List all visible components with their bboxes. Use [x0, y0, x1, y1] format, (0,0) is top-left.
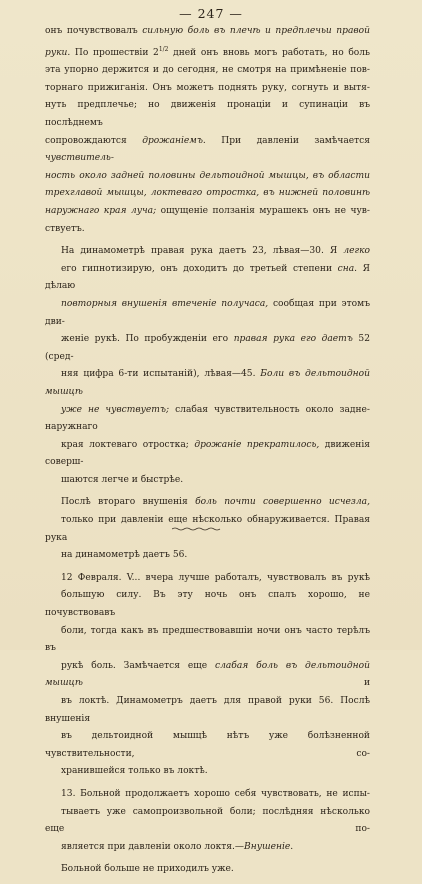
text-line [45, 133, 370, 168]
text-run: По прошествіи 2 [70, 47, 159, 58]
italic-run: дрожаніемъ. [142, 135, 206, 146]
text-line [45, 203, 370, 221]
text-line [45, 839, 370, 857]
text-run: 1/2 [158, 45, 169, 53]
text-line [45, 97, 370, 132]
text-run: 12 Февраля. V... вчера лучше работалъ, чувствовалъ въ рукѣ [61, 572, 370, 583]
text-run: На динамометрѣ правая рука даетъ 23, лѣвая—30. Я [61, 246, 344, 257]
text-line [45, 658, 370, 693]
text-run: края локтеваго отростка; [61, 439, 195, 450]
text-line [45, 331, 370, 366]
text-run: его гипнотизирую, онъ доходитъ до третьей степени [61, 263, 338, 274]
text-run: Я дѣлаю [45, 263, 370, 292]
text-line [45, 185, 370, 203]
italic-run: уже не чувствуетъ; [61, 404, 170, 415]
text-run: Больной больше не приходилъ уже. [61, 864, 234, 875]
paragraph [45, 786, 370, 856]
text-line [45, 547, 370, 565]
text-run: въ локтѣ. Динамометръ даетъ для правой руки 56. Послѣ внушенія [45, 696, 370, 724]
text-run: торнаго прижиганія. Онъ можетъ поднять руку, согнуть и вытя- [45, 82, 370, 93]
text-line [45, 623, 370, 658]
italic-run: слабая боль въ дельтоидной мышцѣ [45, 660, 370, 689]
text-run: женіе рукѣ. По пробужденіи его [61, 334, 234, 345]
italic-run: руки. [45, 47, 71, 58]
italic-run: чувствитель- [45, 153, 114, 164]
text-run: тываетъ уже самопроизвольной боли; послѣдняя нѣсколько еще по- [45, 806, 370, 835]
text-run: Послѣ втораго внушенія [61, 497, 196, 508]
text-line [45, 221, 370, 239]
text-run: шаются легче и быстрѣе. [61, 474, 184, 485]
text-line [45, 41, 370, 63]
text-run: большую силу. Въ эту ночь онъ спалъ хорошо, не почувствовавъ [45, 590, 370, 619]
text-line [45, 62, 370, 80]
body-text [45, 23, 370, 884]
text-line [45, 786, 370, 804]
italic-run: наружнаго края луча; [45, 205, 157, 216]
italic-run: правая рука его даетъ [233, 334, 353, 345]
text-run: При давленіи замѣчается [205, 135, 371, 146]
text-run: и [82, 678, 370, 689]
text-run: онъ почувствовалъ [45, 26, 143, 36]
text-run: няя цифра 6-ти испытаній), лѣвая—45. [61, 369, 261, 380]
text-line [45, 693, 370, 728]
text-line [45, 494, 370, 512]
text-line [45, 243, 370, 261]
text-line [45, 728, 370, 763]
text-line [45, 472, 370, 490]
text-run: рукѣ боль. Замѣчается еще [61, 660, 215, 671]
text-line [45, 587, 370, 622]
text-run: въ дельтоидной мышцѣ нѣтъ уже болѣзненной чувствительности, со- [45, 731, 370, 759]
text-line [45, 570, 370, 588]
italic-run: Боли въ дельтоидной мышцѣ [45, 369, 370, 397]
paragraph [45, 570, 370, 781]
text-line [45, 402, 370, 437]
text-line [45, 763, 370, 781]
text-line [45, 23, 370, 41]
text-run: нуть предплечье; но движенія пронаціи и супинаціи въ послѣднемъ [45, 100, 370, 128]
text-line [45, 437, 370, 472]
italic-run: дрожаніе прекратилось, [194, 439, 320, 450]
text-run: эта упорно держится и до сегодня, не смотря на примѣненіе пов- [45, 65, 370, 76]
text-run: является при давленіи около локтя.— [61, 841, 245, 852]
text-run: только при давленіи еще нѣсколько обнаруживается. Правая рука [45, 515, 370, 543]
page-number: — 247 — [179, 6, 243, 21]
text-run: хранившейся только въ локтѣ. [61, 766, 208, 777]
italic-run: повторныя внушенія втеченіе получаса, [61, 298, 269, 309]
italic-run: ность около задней половины дельтоидной мышцы, въ области [45, 170, 370, 181]
text-line [45, 366, 370, 401]
text-line [45, 296, 370, 331]
italic-run: сна. [337, 263, 358, 274]
text-run: 52 (сред- [45, 334, 370, 362]
italic-run: сильную боль въ плечѣ и предплечьи правой [142, 26, 370, 36]
text-run: дней онъ вновь могъ работать, но боль [168, 47, 370, 58]
text-line [45, 261, 370, 296]
text-line [45, 804, 370, 839]
text-run: ствуетъ. [45, 223, 85, 234]
text-run: движенія соверш- [45, 439, 371, 468]
text-run: на динамометрѣ даетъ 56. [61, 550, 188, 561]
closing-ornament [172, 527, 222, 531]
text-run: боли, тогда какъ въ предшествовавшіи ночи онъ часто терѣлъ въ [45, 625, 370, 654]
text-run: ощущеніе ползанія мурашекъ онъ не чув- [156, 205, 370, 216]
italic-run: легко [343, 246, 370, 257]
paragraph [45, 861, 370, 879]
text-run: сопровождаются [45, 135, 143, 146]
text-line [45, 80, 370, 98]
text-run: слабая чувствительность около задне-наружнаго [45, 404, 370, 433]
italic-run: Внушеніе. [244, 841, 294, 852]
text-run: сообщая при этомъ дви- [45, 298, 370, 327]
paragraph [45, 23, 370, 238]
text-line [45, 861, 370, 879]
text-line [45, 168, 370, 186]
paragraph [45, 243, 370, 489]
italic-run: трехглавой мышцы, локтеваго отростка, въ нижней половинѣ [45, 188, 370, 199]
text-run: 13. Больной продолжаетъ хорошо себя чувствовать, не испы- [61, 788, 370, 799]
italic-run: боль почти совершенно исчезла, [195, 497, 370, 508]
